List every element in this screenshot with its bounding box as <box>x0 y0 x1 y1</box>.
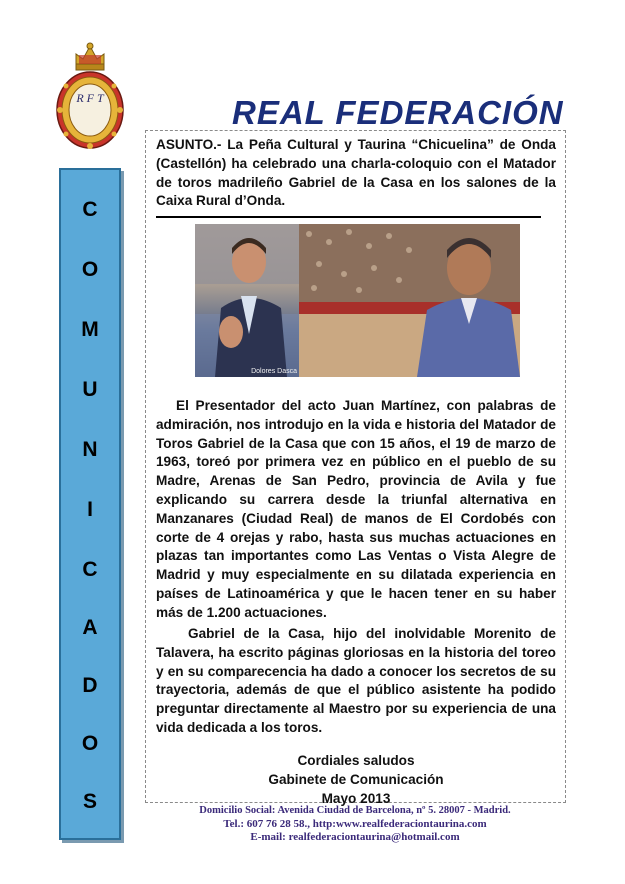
sidebar-letter: C <box>82 558 98 581</box>
emblem-monogram: R F T <box>76 91 104 105</box>
asunto-paragraph: ASUNTO.- La Peña Cultural y Taurina “Chicuelina” de Onda (Castellón) ha celebrado una charla-coloquio con el Matador de toros madrileño Gabriel de la Casa en los salones de la Caixa Rural d’Onda. <box>156 137 556 209</box>
sidebar-letter: C <box>82 198 98 221</box>
speaker-photo <box>195 224 299 377</box>
speaker-photo-graphic <box>195 224 299 377</box>
footer-address: Domicilio Social: Avenida Ciudad de Barcelona, nº 5. 28007 - Madrid. <box>199 805 511 816</box>
body-paragraph-1: El Presentador del acto Juan Martínez, con palabras de admiración, nos introdujo en la vida e historia del Matador de Toros Gabriel de la Casa que con 15 años, el 19 de marzo de 1963, toreó por primera vez en público en el pueblo de su Madre, Arenas de San Pedro, provincia de Avila y fue explicando su carrera desde la triunfal alternativa en Manzanares (Ciudad Real) de manos de El Cordobés con corte de 4 orejas y rabo, hasta sus muchas actuaciones en plazas tan importantes como Las Ventas o Vista Alegre de Madrid y muy especialmente en su dilatada experiencia en países de Latinoamérica y que le hacen tener en su haber más de 1.200 actuaciones. <box>156 398 556 620</box>
sidebar-letter: N <box>82 438 98 461</box>
closing-department: Gabinete de Comunicación <box>268 772 444 787</box>
comunicados-sidebar <box>59 168 121 840</box>
photo-credit: Dolores Dasca <box>251 368 297 375</box>
sidebar-letter: U <box>82 378 98 401</box>
sidebar-letter: O <box>81 258 99 281</box>
sidebar-letter: A <box>82 616 98 639</box>
matador-photo-graphic <box>299 224 520 377</box>
matador-photo <box>299 224 520 377</box>
body-paragraph-2: Gabriel de la Casa, hijo del inolvidable Morenito de Talavera, ha escrito páginas gloriosas en la historia del toreo y en su comparecencia ha dado a conocer los secretos de su trayectoria, además de que el público asistente ha podido preguntar directamente al Maestro por su experiencia de una vida dedicada a los toros. <box>156 626 556 735</box>
sidebar-letter: S <box>82 790 97 813</box>
page-title: REAL FEDERACIÓN <box>232 94 564 131</box>
sidebar-letter: I <box>87 498 93 521</box>
footer-email[interactable]: E-mail: realfederaciontaurina@hotmail.com <box>250 831 460 843</box>
sidebar-letter: D <box>82 674 98 697</box>
closing-date: Mayo 2013 <box>321 791 391 806</box>
sidebar-letter: O <box>81 732 99 755</box>
footer-phone-web[interactable]: Tel.: 607 76 28 58., http:www.realfederaciontaurina.com <box>223 818 487 830</box>
federation-emblem <box>52 40 128 152</box>
sidebar-letter: M <box>81 318 99 341</box>
separator-rule <box>156 216 541 218</box>
closing-greeting: Cordiales saludos <box>297 753 415 768</box>
